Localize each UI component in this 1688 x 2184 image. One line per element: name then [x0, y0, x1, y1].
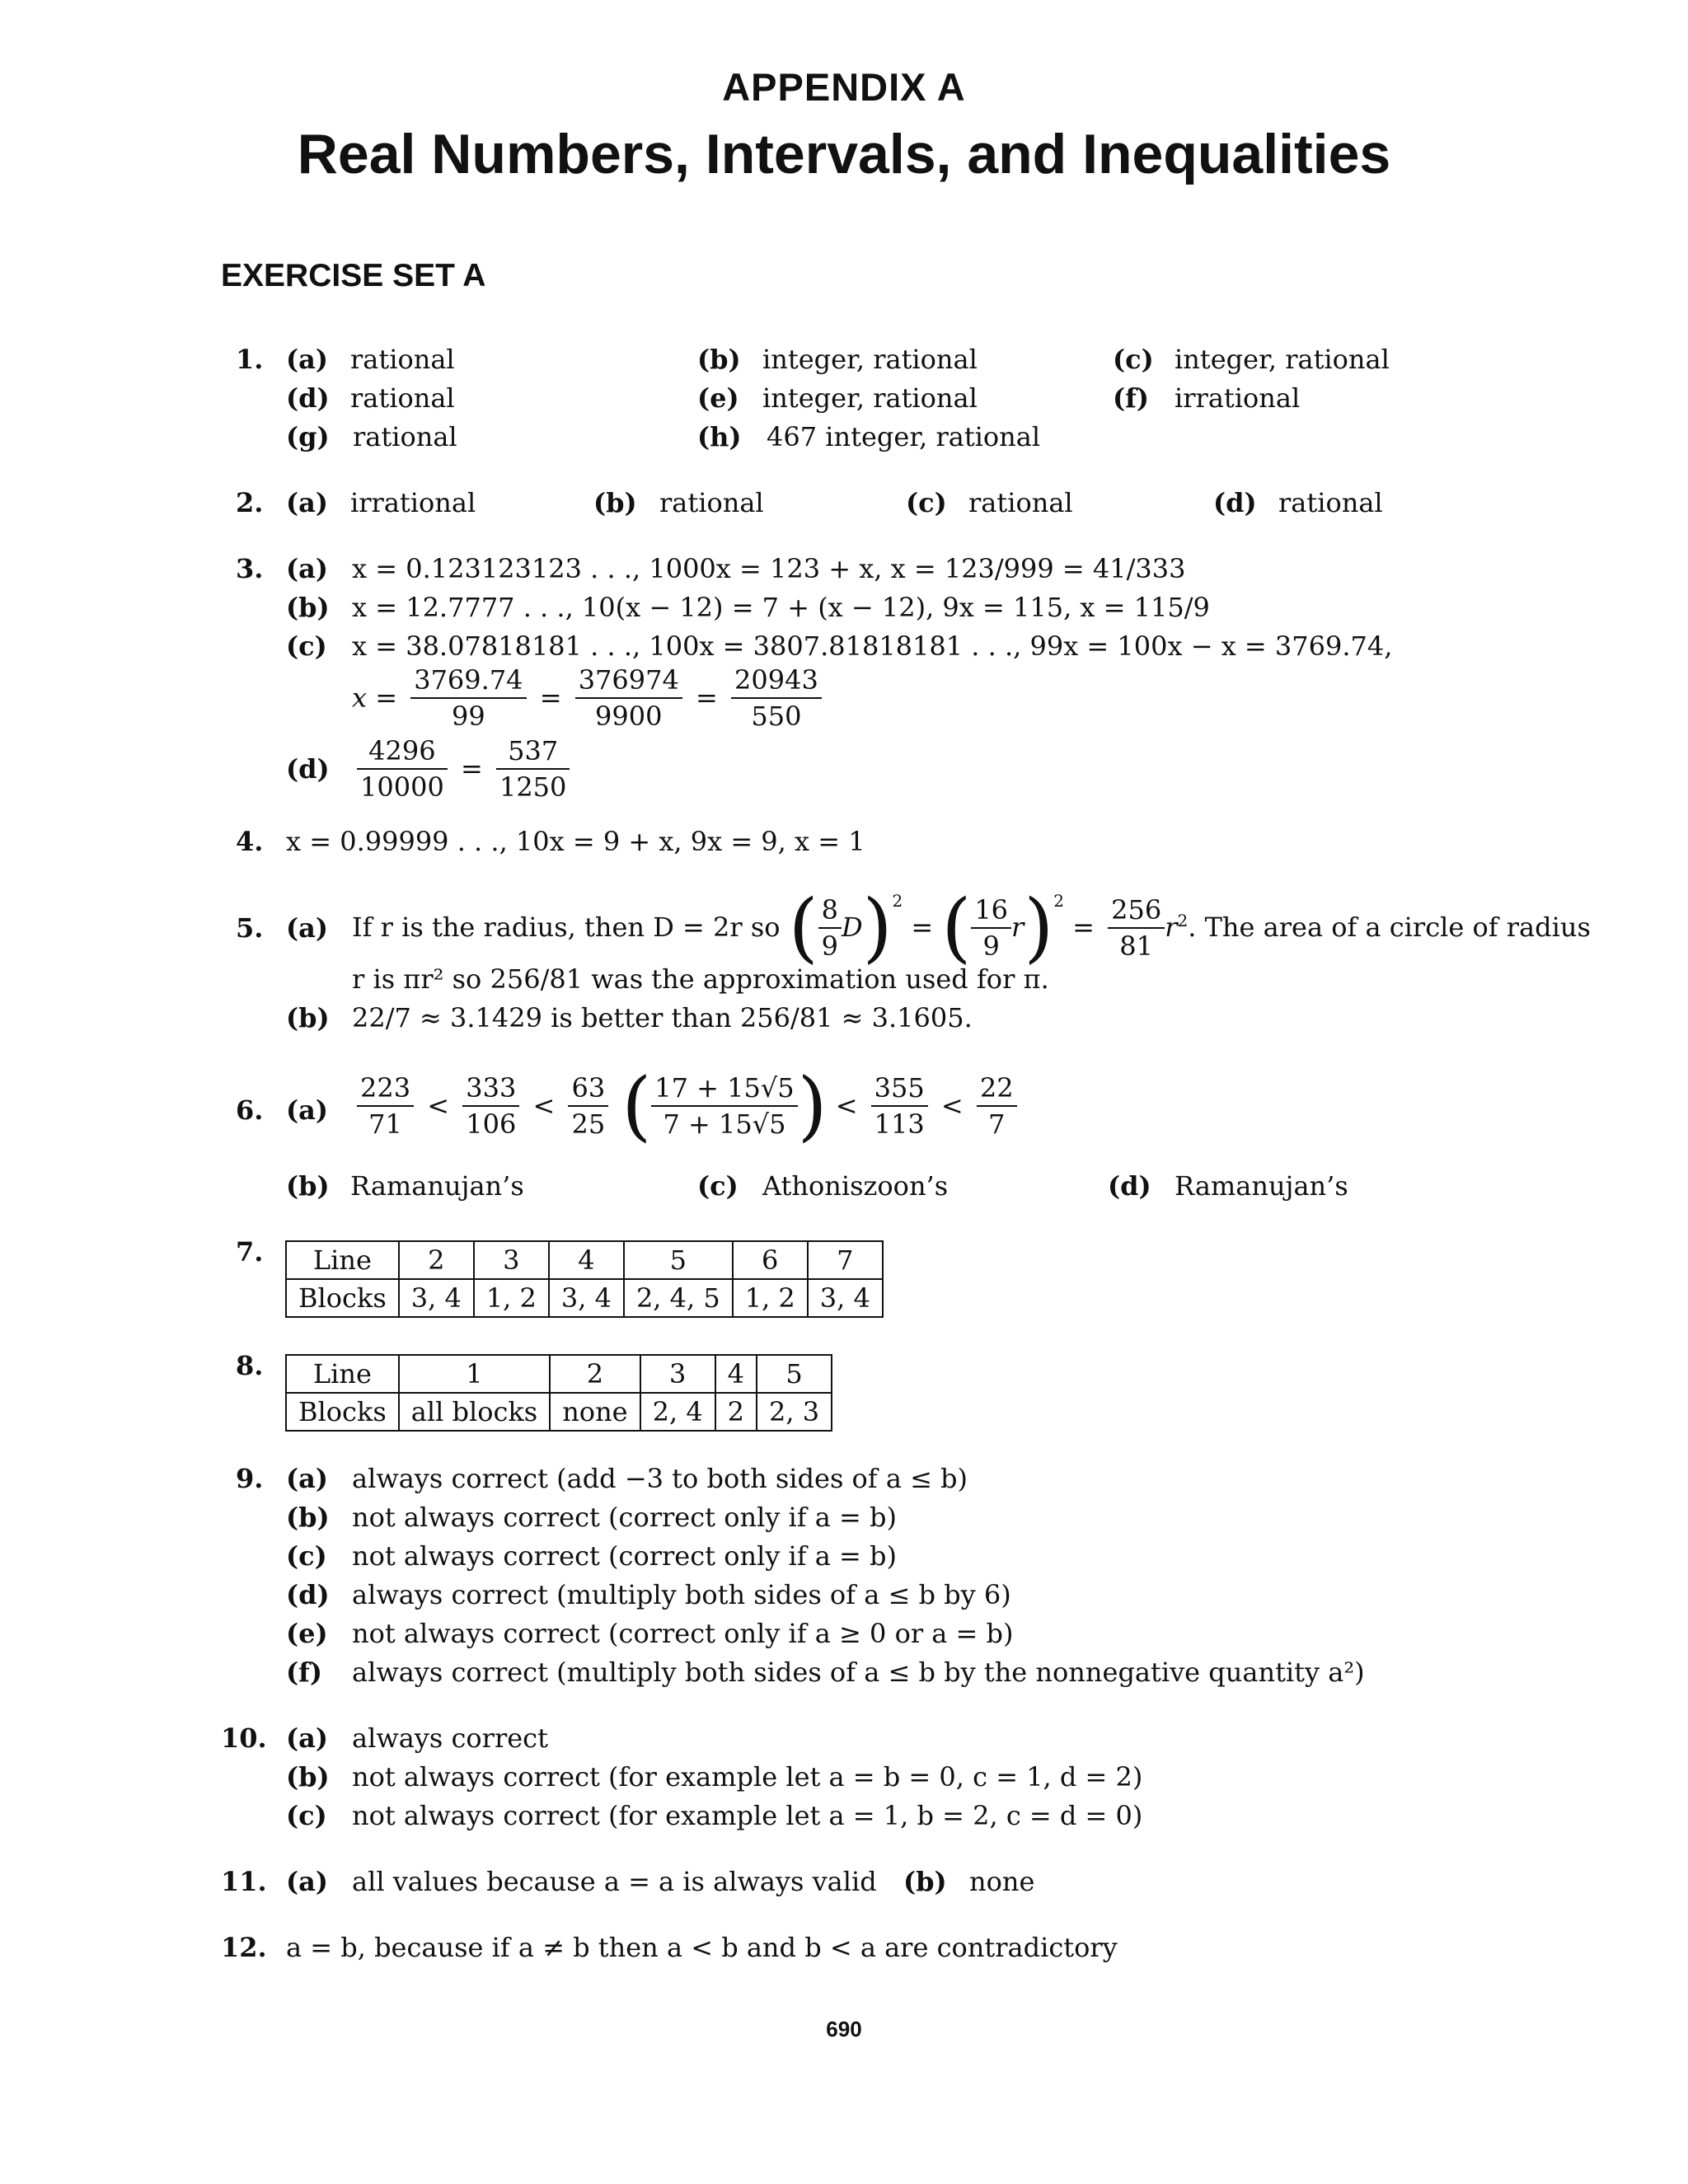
item-text: rational: [350, 382, 455, 414]
item-text: integer, rational: [762, 382, 978, 414]
item-text: a = b, because if a ≠ b then a < b and b < a are contradictory: [286, 1932, 1118, 1963]
fraction: [496, 733, 570, 804]
table-cell: 3: [474, 1241, 549, 1279]
fraction: [568, 1071, 608, 1141]
item-label: (e): [286, 1618, 328, 1649]
table-cell: 2, 4, 5: [624, 1279, 733, 1317]
item-text: integer, rational: [762, 344, 978, 375]
numerator: 8: [818, 893, 842, 929]
exponent: 2: [1177, 911, 1189, 930]
fraction-equation: [352, 663, 827, 733]
right-paren: ): [797, 1062, 828, 1150]
denominator: 9900: [595, 701, 663, 732]
item-label: (c): [1113, 344, 1154, 375]
table-cell: 1, 2: [474, 1279, 549, 1317]
item-label: (d): [1213, 487, 1257, 518]
item-text: not always correct (correct only if a = b): [352, 1540, 897, 1572]
equation-lhs: x =: [352, 682, 398, 714]
area-equation: [352, 882, 1591, 972]
table-cell: all blocks: [399, 1393, 550, 1431]
exercise-number: 11.: [221, 1866, 267, 1897]
equals-sign: =: [911, 912, 934, 943]
equals-sign: =: [460, 752, 483, 785]
fraction-equation: [352, 733, 574, 804]
variable: r: [1011, 912, 1025, 943]
item-text: rational: [350, 344, 455, 375]
item-label: (a): [286, 1094, 329, 1126]
item-label: (a): [286, 553, 329, 584]
item-text: x = 12.7777 . . ., 10(x − 12) = 7 + (x − 12), 9x = 115, x = 115/9: [352, 592, 1210, 623]
line-blocks-table: [285, 1240, 884, 1318]
table-cell: 6: [733, 1241, 808, 1279]
item-text: none: [969, 1866, 1035, 1897]
item-label: (d): [286, 1579, 330, 1610]
exercise-number: 8.: [236, 1350, 264, 1381]
item-text: always correct (multiply both sides of a ≤ b by 6): [352, 1579, 1011, 1610]
table-cell: 2, 4: [640, 1393, 715, 1431]
table-cell: 2: [399, 1241, 474, 1279]
less-than-sign: <: [427, 1090, 450, 1122]
item-label: (c): [286, 1800, 327, 1831]
table-cell: none: [550, 1393, 640, 1431]
item-label: (e): [697, 382, 739, 414]
exercise-number: 7.: [236, 1236, 264, 1268]
table-cell: 3: [640, 1355, 715, 1393]
item-label: (h): [697, 421, 742, 452]
numerator: 20943: [731, 663, 822, 699]
item-text: irrational: [1175, 382, 1301, 414]
exercise-number: 3.: [236, 553, 264, 584]
item-label: (c): [286, 1540, 327, 1572]
numerator: 22: [977, 1071, 1017, 1107]
item-label: (b): [697, 344, 741, 375]
fraction: [818, 893, 842, 963]
denominator: 7 + 15√5: [663, 1108, 786, 1140]
exponent: 2: [1053, 891, 1064, 911]
item-label: (f): [286, 1657, 323, 1688]
left-paren: (: [788, 883, 818, 972]
exercise-number: 10.: [221, 1722, 267, 1754]
item-label: (a): [286, 912, 329, 944]
item-text: x = 0.123123123 . . ., 1000x = 123 + x, x = 123/999 = 41/333: [352, 553, 1186, 584]
item-label: (b): [286, 1170, 330, 1202]
exercise-number: 6.: [236, 1094, 264, 1126]
item-text: x = 0.99999 . . ., 10x = 9 + x, 9x = 9, x = 1: [286, 826, 865, 857]
table-cell: 1: [399, 1355, 550, 1393]
inequality-chain: [352, 1062, 1022, 1150]
item-label: (c): [286, 630, 327, 662]
numerator: 223: [357, 1071, 414, 1107]
item-label: (f): [1113, 382, 1150, 414]
fraction: [1108, 893, 1165, 963]
denominator: 9: [982, 930, 1000, 962]
item-text: not always correct (for example let a = b = 0, c = 1, d = 2): [352, 1761, 1143, 1793]
numerator: 537: [496, 733, 570, 770]
page-title: Real Numbers, Intervals, and Inequalities: [297, 123, 1391, 185]
table-row: [286, 1393, 832, 1431]
table-cell: Blocks: [286, 1279, 399, 1317]
item-text: rational: [353, 421, 457, 452]
item-text: rational: [968, 487, 1073, 518]
denominator: 106: [466, 1108, 517, 1140]
variable: D: [841, 912, 863, 943]
table-cell: Line: [286, 1355, 399, 1393]
item-text: not always correct (correct only if a = b): [352, 1502, 897, 1533]
item-text: always correct (add −3 to both sides of a ≤ b): [352, 1463, 968, 1494]
item-text: not always correct (for example let a = 1, b = 2, c = d = 0): [352, 1800, 1143, 1831]
numerator: 63: [568, 1071, 608, 1107]
equals-sign: =: [696, 682, 718, 714]
exercise-set-heading: EXERCISE SET A: [221, 258, 486, 293]
item-label: (c): [906, 487, 947, 518]
exponent: 2: [892, 891, 903, 911]
item-label: (a): [286, 1866, 329, 1897]
item-label: (b): [286, 592, 330, 623]
appendix-label: APPENDIX A: [722, 65, 966, 109]
denominator: 1250: [499, 771, 567, 803]
denominator: 7: [988, 1108, 1006, 1140]
equals-sign: =: [1072, 912, 1095, 943]
numerator: 4296: [357, 733, 448, 770]
table-cell: 2, 3: [757, 1393, 832, 1431]
fraction: [410, 663, 526, 733]
right-paren: ): [1024, 883, 1054, 972]
less-than-sign: <: [835, 1090, 858, 1122]
fraction: [357, 1071, 414, 1141]
item-text: all values because a = a is always valid: [352, 1866, 877, 1897]
left-paren: (: [621, 1062, 652, 1150]
right-paren: ): [862, 883, 893, 972]
item-text: always correct: [352, 1722, 548, 1754]
item-text: always correct (multiply both sides of a ≤ b by the nonnegative quantity a²): [352, 1657, 1365, 1688]
left-paren: (: [941, 883, 972, 972]
denominator: 9: [821, 930, 838, 962]
fraction: [651, 1071, 797, 1141]
denominator: 10000: [360, 771, 444, 803]
item-text: rational: [659, 487, 764, 518]
item-text: integer, rational: [1175, 344, 1390, 375]
denominator: 99: [452, 701, 485, 732]
denominator: 25: [571, 1108, 606, 1140]
numerator: 3769.74: [410, 663, 526, 699]
less-than-sign: <: [940, 1090, 964, 1122]
item-label: (b): [286, 1761, 330, 1793]
item-label: (a): [286, 344, 329, 375]
table-cell: 2: [550, 1355, 640, 1393]
item-text: r is πr² so 256/81 was the approximation used for π.: [352, 963, 1049, 995]
item-label: (d): [286, 753, 330, 785]
table-cell: 7: [808, 1241, 883, 1279]
denominator: 71: [368, 1108, 402, 1140]
item-text: rational: [1278, 487, 1383, 518]
item-label: (b): [286, 1002, 330, 1033]
fraction: [977, 1071, 1017, 1141]
table-cell: 1, 2: [733, 1279, 808, 1317]
numerator: 333: [462, 1071, 519, 1107]
numerator: 16: [971, 893, 1011, 929]
fraction: [871, 1071, 928, 1141]
table-cell: 5: [624, 1241, 733, 1279]
item-text: irrational: [350, 487, 476, 518]
item-label: (b): [593, 487, 637, 518]
item-label: (d): [286, 382, 330, 414]
item-label: (c): [697, 1170, 738, 1202]
item-label: (a): [286, 1722, 329, 1754]
table-cell: 3, 4: [549, 1279, 624, 1317]
item-text: 467 integer, rational: [767, 421, 1041, 452]
fraction: [731, 663, 822, 733]
fraction: [357, 733, 448, 804]
table-row: [286, 1355, 832, 1393]
fraction: [971, 893, 1011, 963]
table-row: [286, 1279, 883, 1317]
exercise-number: 2.: [236, 487, 264, 518]
item-label: (g): [286, 421, 330, 452]
exercise-number: 12.: [221, 1932, 267, 1963]
exercise-number: 4.: [236, 826, 264, 857]
less-than-sign: <: [532, 1090, 556, 1122]
numerator: 17 + 15√5: [651, 1071, 797, 1107]
item-label: (a): [286, 487, 329, 518]
fraction: [462, 1071, 519, 1141]
table-cell: 4: [549, 1241, 624, 1279]
item-label: (a): [286, 1463, 329, 1494]
item-text: Ramanujan’s: [1175, 1170, 1348, 1202]
item-text: x = 38.07818181 . . ., 100x = 3807.81818181 . . ., 99x = 100x − x = 3769.74,: [352, 630, 1393, 662]
item-text: Athoniszoon’s: [762, 1170, 949, 1202]
table-cell: Line: [286, 1241, 399, 1279]
denominator: 81: [1119, 930, 1154, 962]
table-cell: 2: [715, 1393, 757, 1431]
equation-text: . The area of a circle of radius: [1188, 912, 1591, 943]
item-text: Ramanujan’s: [350, 1170, 524, 1202]
numerator: 256: [1108, 893, 1165, 929]
table-row: [286, 1241, 883, 1279]
item-text: 22/7 ≈ 3.1429 is better than 256/81 ≈ 3.1605.: [352, 1002, 973, 1033]
fraction: [575, 663, 682, 733]
table-cell: 4: [715, 1355, 757, 1393]
line-blocks-table: [285, 1354, 832, 1432]
equation-text: If r is the radius, then D = 2r so: [352, 912, 781, 943]
exercise-number: 9.: [236, 1463, 264, 1494]
numerator: 376974: [575, 663, 682, 699]
table-cell: 5: [757, 1355, 832, 1393]
equals-sign: =: [539, 682, 562, 714]
page-number: 690: [826, 2017, 862, 2041]
table-cell: 3, 4: [399, 1279, 474, 1317]
item-label: (b): [903, 1866, 947, 1897]
item-label: (d): [1108, 1170, 1151, 1202]
numerator: 355: [871, 1071, 928, 1107]
variable: r: [1165, 912, 1178, 943]
denominator: 113: [874, 1108, 925, 1140]
item-text: not always correct (correct only if a ≥ 0 or a = b): [352, 1618, 1014, 1649]
exercise-number: 5.: [236, 912, 264, 944]
item-label: (b): [286, 1502, 330, 1533]
table-cell: 3, 4: [808, 1279, 883, 1317]
denominator: 550: [751, 701, 802, 732]
table-cell: Blocks: [286, 1393, 399, 1431]
exercise-number: 1.: [236, 344, 264, 375]
